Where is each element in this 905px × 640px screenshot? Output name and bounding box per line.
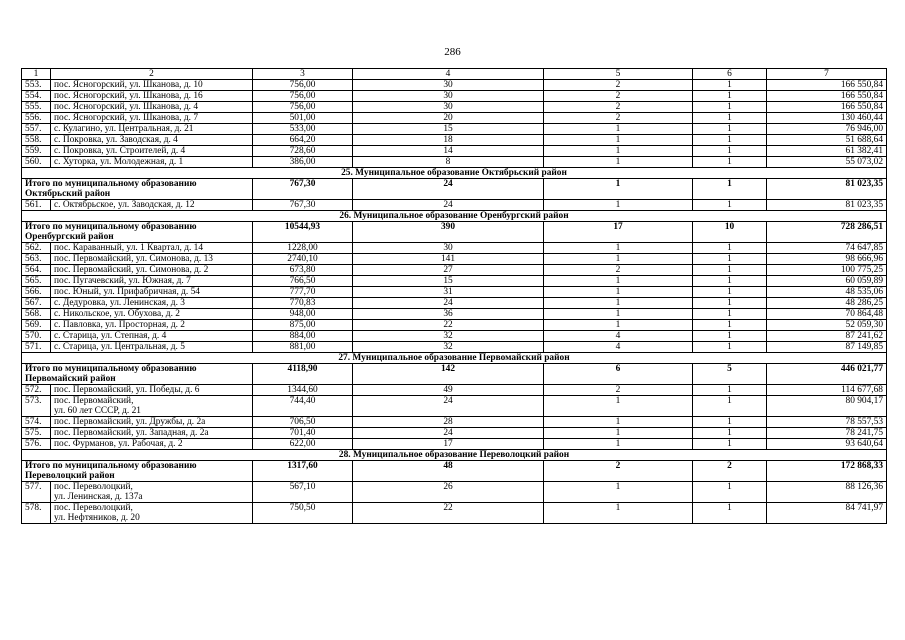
col5-cell: 2 <box>544 80 693 91</box>
address-cell: пос. Караванный, ул. 1 Квартал, д. 14 <box>51 243 253 254</box>
row-number: 575. <box>22 428 51 439</box>
col6-cell: 1 <box>693 320 767 331</box>
cost-cell: 87 241,62 <box>767 331 887 342</box>
col6-cell: 1 <box>693 243 767 254</box>
row-number: 565. <box>22 276 51 287</box>
total-label: Итого по муниципальному образованию Переволоцкий район <box>22 461 253 482</box>
address-cell: пос. Первомайский, ул. Победы, д. 6 <box>51 385 253 396</box>
row-number: 567. <box>22 298 51 309</box>
area-cell: 1228,00 <box>253 243 353 254</box>
row-number: 578. <box>22 503 51 524</box>
total-area: 767,30 <box>253 179 353 200</box>
area-cell: 875,00 <box>253 320 353 331</box>
col5-cell: 4 <box>544 342 693 353</box>
row-number: 573. <box>22 396 51 417</box>
table-row <box>22 254 887 265</box>
total-people: 24 <box>353 179 544 200</box>
table-body <box>22 69 887 524</box>
total-cost: 446 021,77 <box>767 364 887 385</box>
col5-cell: 1 <box>544 124 693 135</box>
table-row <box>22 309 887 320</box>
row-number: 577. <box>22 482 51 503</box>
row-number: 571. <box>22 342 51 353</box>
area-cell: 386,00 <box>253 157 353 168</box>
col6-cell: 1 <box>693 287 767 298</box>
col5-cell: 1 <box>544 200 693 211</box>
area-cell: 622,00 <box>253 439 353 450</box>
people-cell: 32 <box>353 331 544 342</box>
address-cell: пос. Первомайский, ул. Симонова, д. 13 <box>51 254 253 265</box>
table-row <box>22 124 887 135</box>
col5-cell: 1 <box>544 135 693 146</box>
row-number: 576. <box>22 439 51 450</box>
col5-cell: 1 <box>544 243 693 254</box>
people-cell: 27 <box>353 265 544 276</box>
row-number: 574. <box>22 417 51 428</box>
table-header-row <box>22 69 887 80</box>
address-cell: пос. Ясногорский, ул. Шканова, д. 16 <box>51 91 253 102</box>
row-number: 564. <box>22 265 51 276</box>
row-number: 555. <box>22 102 51 113</box>
address-cell: с. Никольское, ул. Обухова, д. 2 <box>51 309 253 320</box>
people-cell: 15 <box>353 276 544 287</box>
cost-cell: 74 647,85 <box>767 243 887 254</box>
table-row <box>22 157 887 168</box>
area-cell: 673,80 <box>253 265 353 276</box>
col6-cell: 1 <box>693 331 767 342</box>
total-area: 10544,93 <box>253 222 353 243</box>
people-cell: 24 <box>353 396 544 417</box>
address-cell: с. Павловка, ул. Просторная, д. 2 <box>51 320 253 331</box>
cost-cell: 78 241,75 <box>767 428 887 439</box>
people-cell: 8 <box>353 157 544 168</box>
total-people: 390 <box>353 222 544 243</box>
col5-cell: 2 <box>544 113 693 124</box>
total-col6: 10 <box>693 222 767 243</box>
col5-cell: 1 <box>544 309 693 320</box>
area-cell: 706,50 <box>253 417 353 428</box>
table-row <box>22 91 887 102</box>
address-cell <box>51 503 253 524</box>
column-header: 4 <box>353 69 544 80</box>
address-line-2: ул. Нефтяников, д. 20 <box>54 513 140 523</box>
col5-cell: 1 <box>544 396 693 417</box>
area-cell: 744,40 <box>253 396 353 417</box>
address-line-2: ул. 60 лет СССР, д. 21 <box>54 406 141 416</box>
area-cell: 567,10 <box>253 482 353 503</box>
cost-cell: 48 286,25 <box>767 298 887 309</box>
row-number: 563. <box>22 254 51 265</box>
people-cell: 36 <box>353 309 544 320</box>
area-cell: 948,00 <box>253 309 353 320</box>
people-cell: 15 <box>353 124 544 135</box>
total-cost: 81 023,35 <box>767 179 887 200</box>
address-line-1: пос. Первомайский, <box>54 396 134 406</box>
address-cell: с. Кулагино, ул. Центральная, д. 21 <box>51 124 253 135</box>
section-header-row <box>22 450 887 461</box>
col6-cell: 1 <box>693 265 767 276</box>
col5-cell: 2 <box>544 385 693 396</box>
col5-cell: 1 <box>544 276 693 287</box>
row-number: 553. <box>22 80 51 91</box>
cost-cell: 100 775,25 <box>767 265 887 276</box>
cost-cell: 88 126,36 <box>767 482 887 503</box>
col5-cell: 1 <box>544 428 693 439</box>
people-cell: 18 <box>353 135 544 146</box>
people-cell: 24 <box>353 298 544 309</box>
address-line-1: пос. Переволоцкий, <box>54 503 133 513</box>
cost-cell: 60 059,89 <box>767 276 887 287</box>
total-label: Итого по муниципальному образованию Октябрьский район <box>22 179 253 200</box>
col5-cell: 1 <box>544 503 693 524</box>
total-col5: 17 <box>544 222 693 243</box>
cost-cell: 78 557,53 <box>767 417 887 428</box>
table-row <box>22 482 887 503</box>
total-area: 1317,60 <box>253 461 353 482</box>
people-cell: 49 <box>353 385 544 396</box>
cost-cell: 93 640,64 <box>767 439 887 450</box>
area-cell: 701,40 <box>253 428 353 439</box>
col5-cell: 1 <box>544 298 693 309</box>
area-cell: 2740,10 <box>253 254 353 265</box>
address-cell: с. Хуторка, ул. Молодежная, д. 1 <box>51 157 253 168</box>
cost-cell: 98 666,96 <box>767 254 887 265</box>
table-row <box>22 243 887 254</box>
col6-cell: 1 <box>693 113 767 124</box>
table-row <box>22 80 887 91</box>
col5-cell: 1 <box>544 254 693 265</box>
row-number: 572. <box>22 385 51 396</box>
area-cell: 756,00 <box>253 102 353 113</box>
address-cell: пос. Фурманов, ул. Рабочая, д. 2 <box>51 439 253 450</box>
column-header: 3 <box>253 69 353 80</box>
table-row <box>22 146 887 157</box>
page-number: 286 <box>444 46 461 58</box>
area-cell: 884,00 <box>253 331 353 342</box>
area-cell: 750,50 <box>253 503 353 524</box>
col6-cell: 1 <box>693 385 767 396</box>
address-cell: пос. Ясногорский, ул. Шканова, д. 4 <box>51 102 253 113</box>
address-cell: пос. Пугачевский, ул. Южная, д. 7 <box>51 276 253 287</box>
area-cell: 777,70 <box>253 287 353 298</box>
total-label: Итого по муниципальному образованию Оренбургский район <box>22 222 253 243</box>
total-people: 142 <box>353 364 544 385</box>
total-row <box>22 179 887 200</box>
total-label: Итого по муниципальному образованию Первомайский район <box>22 364 253 385</box>
people-cell: 22 <box>353 320 544 331</box>
people-cell: 32 <box>353 342 544 353</box>
row-number: 566. <box>22 287 51 298</box>
people-cell: 31 <box>353 287 544 298</box>
section-title: 25. Муниципальное образование Октябрьский район <box>22 168 887 179</box>
section-header-row <box>22 353 887 364</box>
row-number: 559. <box>22 146 51 157</box>
section-header-row <box>22 168 887 179</box>
table-row <box>22 113 887 124</box>
people-cell: 24 <box>353 428 544 439</box>
column-header: 1 <box>22 69 51 80</box>
area-cell: 501,00 <box>253 113 353 124</box>
area-cell: 756,00 <box>253 80 353 91</box>
total-cost: 172 868,33 <box>767 461 887 482</box>
row-number: 554. <box>22 91 51 102</box>
area-cell: 756,00 <box>253 91 353 102</box>
table-row <box>22 320 887 331</box>
area-cell: 767,30 <box>253 200 353 211</box>
people-cell: 30 <box>353 91 544 102</box>
total-col6: 5 <box>693 364 767 385</box>
row-number: 558. <box>22 135 51 146</box>
address-cell: с. Старица, ул. Степная, д. 4 <box>51 331 253 342</box>
data-table <box>21 68 887 524</box>
area-cell: 728,60 <box>253 146 353 157</box>
people-cell: 141 <box>353 254 544 265</box>
cost-cell: 166 550,84 <box>767 80 887 91</box>
table-row <box>22 503 887 524</box>
col6-cell: 1 <box>693 135 767 146</box>
col5-cell: 1 <box>544 320 693 331</box>
table-row <box>22 287 887 298</box>
section-title: 28. Муниципальное образование Переволоцкий район <box>22 450 887 461</box>
table-row <box>22 265 887 276</box>
table-row <box>22 342 887 353</box>
column-header: 5 <box>544 69 693 80</box>
section-title: 27. Муниципальное образование Первомайский район <box>22 353 887 364</box>
row-number: 556. <box>22 113 51 124</box>
col6-cell: 1 <box>693 124 767 135</box>
address-cell: с. Старица, ул. Центральная, д. 5 <box>51 342 253 353</box>
address-line-1: пос. Переволоцкий, <box>54 482 133 492</box>
col5-cell: 2 <box>544 91 693 102</box>
col6-cell: 1 <box>693 146 767 157</box>
row-number: 557. <box>22 124 51 135</box>
cost-cell: 130 460,44 <box>767 113 887 124</box>
table-row <box>22 102 887 113</box>
col6-cell: 1 <box>693 91 767 102</box>
col6-cell: 1 <box>693 309 767 320</box>
row-number: 561. <box>22 200 51 211</box>
total-col5: 6 <box>544 364 693 385</box>
col6-cell: 1 <box>693 342 767 353</box>
cost-cell: 55 073,02 <box>767 157 887 168</box>
cost-cell: 70 864,48 <box>767 309 887 320</box>
table-row <box>22 385 887 396</box>
cost-cell: 51 688,64 <box>767 135 887 146</box>
address-cell: с. Покровка, ул. Строителей, д. 4 <box>51 146 253 157</box>
address-cell: с. Покровка, ул. Заводская, д. 4 <box>51 135 253 146</box>
total-col6: 2 <box>693 461 767 482</box>
col5-cell: 1 <box>544 157 693 168</box>
people-cell: 30 <box>353 80 544 91</box>
total-area: 4118,90 <box>253 364 353 385</box>
table-row <box>22 428 887 439</box>
row-number: 570. <box>22 331 51 342</box>
col5-cell: 1 <box>544 439 693 450</box>
col6-cell: 1 <box>693 80 767 91</box>
people-cell: 26 <box>353 482 544 503</box>
cost-cell: 166 550,84 <box>767 102 887 113</box>
people-cell: 14 <box>353 146 544 157</box>
col5-cell: 2 <box>544 265 693 276</box>
column-header: 2 <box>51 69 253 80</box>
row-number: 560. <box>22 157 51 168</box>
cost-cell: 87 149,85 <box>767 342 887 353</box>
address-cell: пос. Ясногорский, ул. Шканова, д. 7 <box>51 113 253 124</box>
col5-cell: 1 <box>544 482 693 503</box>
cost-cell: 80 904,17 <box>767 396 887 417</box>
row-number: 569. <box>22 320 51 331</box>
area-cell: 1344,60 <box>253 385 353 396</box>
people-cell: 30 <box>353 102 544 113</box>
table-row <box>22 331 887 342</box>
table-row <box>22 276 887 287</box>
people-cell: 22 <box>353 503 544 524</box>
address-cell <box>51 396 253 417</box>
cost-cell: 81 023,35 <box>767 200 887 211</box>
address-line-2: ул. Ленинская, д. 137а <box>54 492 143 502</box>
col6-cell: 1 <box>693 102 767 113</box>
total-col6: 1 <box>693 179 767 200</box>
col6-cell: 1 <box>693 200 767 211</box>
address-cell: пос. Первомайский, ул. Дружбы, д. 2а <box>51 417 253 428</box>
table-row <box>22 135 887 146</box>
col6-cell: 1 <box>693 482 767 503</box>
col5-cell: 1 <box>544 417 693 428</box>
row-number: 562. <box>22 243 51 254</box>
col5-cell: 4 <box>544 331 693 342</box>
address-cell: пос. Ясногорский, ул. Шканова, д. 10 <box>51 80 253 91</box>
area-cell: 881,00 <box>253 342 353 353</box>
total-cost: 728 286,51 <box>767 222 887 243</box>
column-header: 7 <box>767 69 887 80</box>
cost-cell: 48 535,06 <box>767 287 887 298</box>
col5-cell: 2 <box>544 102 693 113</box>
area-cell: 770,83 <box>253 298 353 309</box>
address-cell: пос. Первомайский, ул. Западная, д. 2а <box>51 428 253 439</box>
cost-cell: 166 550,84 <box>767 91 887 102</box>
area-cell: 766,50 <box>253 276 353 287</box>
table-row <box>22 200 887 211</box>
col6-cell: 1 <box>693 254 767 265</box>
people-cell: 30 <box>353 243 544 254</box>
area-cell: 664,20 <box>253 135 353 146</box>
row-number: 568. <box>22 309 51 320</box>
col6-cell: 1 <box>693 276 767 287</box>
table-row <box>22 417 887 428</box>
total-col5: 2 <box>544 461 693 482</box>
column-header: 6 <box>693 69 767 80</box>
area-cell: 533,00 <box>253 124 353 135</box>
cost-cell: 114 677,68 <box>767 385 887 396</box>
table-row <box>22 396 887 417</box>
cost-cell: 61 382,41 <box>767 146 887 157</box>
people-cell: 17 <box>353 439 544 450</box>
col6-cell: 1 <box>693 157 767 168</box>
address-cell: с. Дедуровка, ул. Ленинская, д. 3 <box>51 298 253 309</box>
col5-cell: 1 <box>544 287 693 298</box>
section-title: 26. Муниципальное образование Оренбургский район <box>22 211 887 222</box>
col6-cell: 1 <box>693 439 767 450</box>
section-header-row <box>22 211 887 222</box>
address-cell <box>51 482 253 503</box>
total-row <box>22 222 887 243</box>
people-cell: 24 <box>353 200 544 211</box>
col6-cell: 1 <box>693 428 767 439</box>
table-row <box>22 439 887 450</box>
total-row <box>22 364 887 385</box>
address-cell: с. Октябрьское, ул. Заводская, д. 12 <box>51 200 253 211</box>
people-cell: 20 <box>353 113 544 124</box>
col6-cell: 1 <box>693 298 767 309</box>
total-row <box>22 461 887 482</box>
col6-cell: 1 <box>693 396 767 417</box>
col6-cell: 1 <box>693 503 767 524</box>
table-row <box>22 298 887 309</box>
cost-cell: 52 059,30 <box>767 320 887 331</box>
col5-cell: 1 <box>544 146 693 157</box>
total-people: 48 <box>353 461 544 482</box>
address-cell: пос. Первомайский, ул. Симонова, д. 2 <box>51 265 253 276</box>
col6-cell: 1 <box>693 417 767 428</box>
address-cell: пос. Юный, ул. Прифабричная, д. 54 <box>51 287 253 298</box>
cost-cell: 76 946,00 <box>767 124 887 135</box>
cost-cell: 84 741,97 <box>767 503 887 524</box>
total-col5: 1 <box>544 179 693 200</box>
people-cell: 28 <box>353 417 544 428</box>
